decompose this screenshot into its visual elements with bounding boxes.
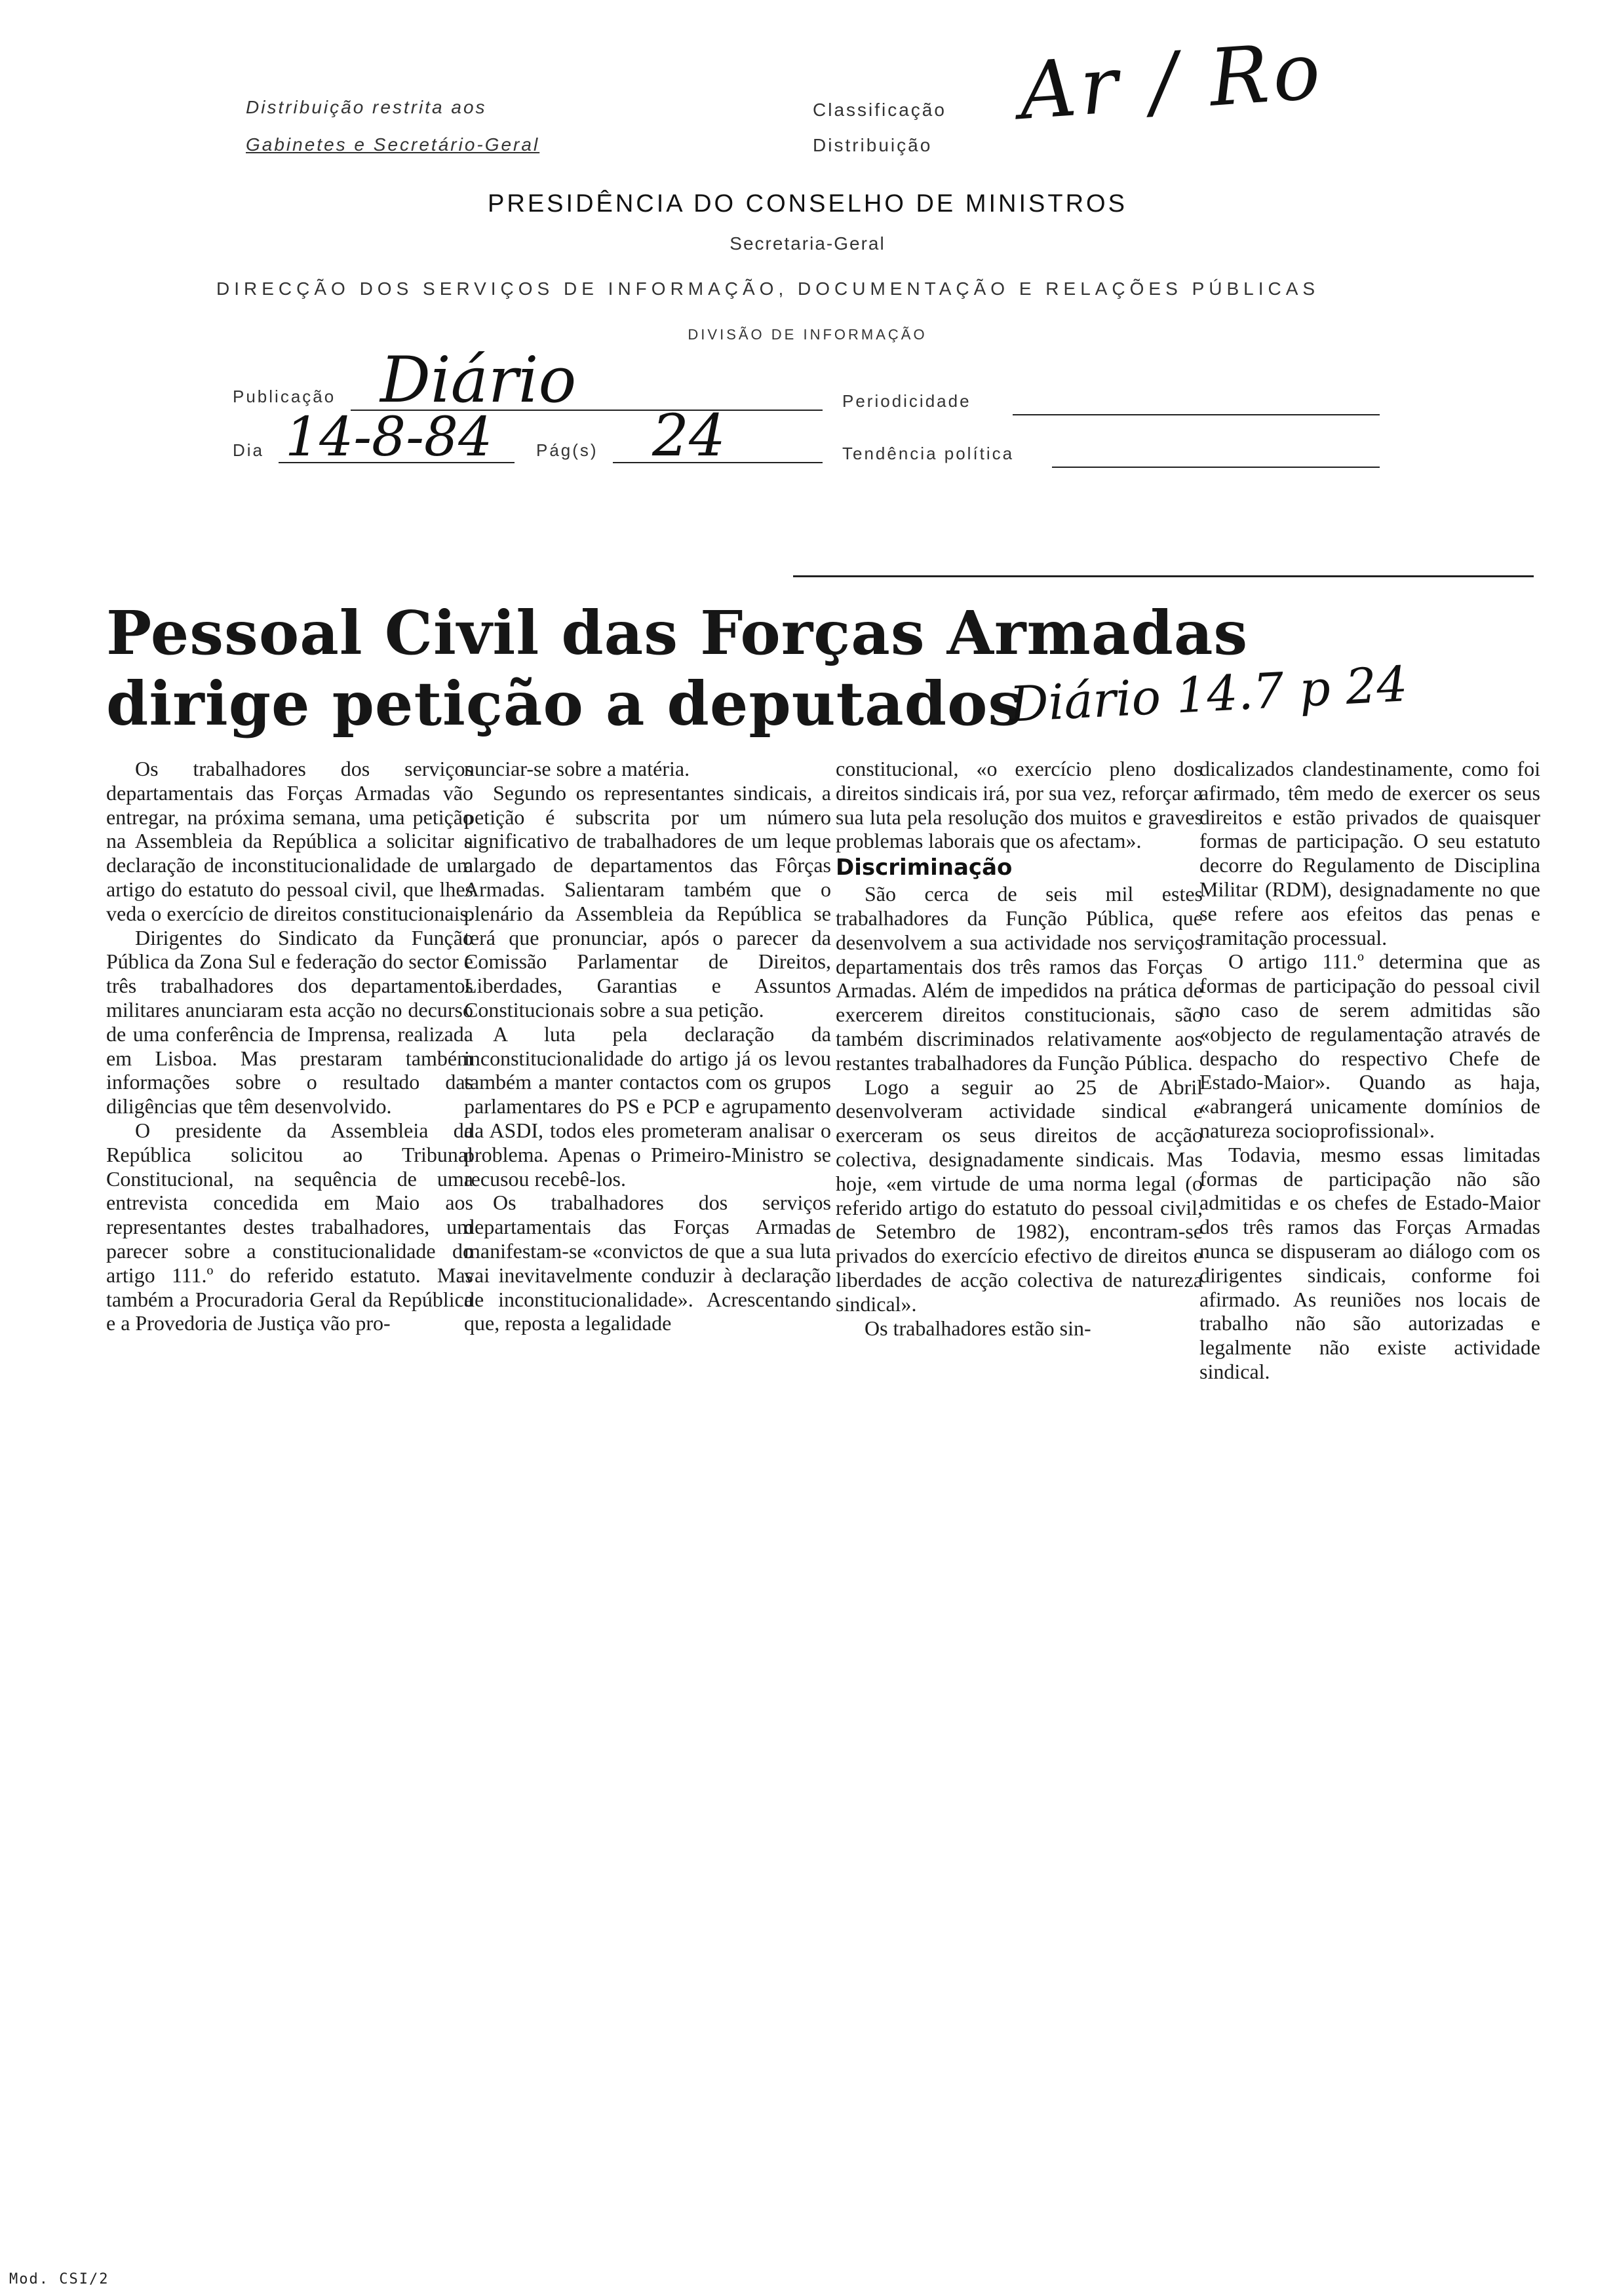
political-tendency-label: Tendência política — [842, 444, 1015, 463]
column-2-paragraph-3: A luta pela declaração da inconstitucionalidade do artigo já os levou também a manter contactos com os grupos parlamentares do PS e PCP e agrupamento da ASDI, todos eles prometeram analisar o problema. Apenas o Primeiro-Ministro se recusou recebê-los. — [464, 1022, 831, 1191]
periodicity-field-line — [1013, 414, 1380, 415]
secretariat-title: Secretaria-Geral — [730, 233, 885, 254]
pages-value: 24 — [652, 402, 726, 469]
periodicity-label: Periodicidade — [842, 391, 971, 411]
column-2-paragraph-4: Os trabalhadores dos serviços departamentais das Forças Armadas manifestam-se «convictos de que a sua luta vai inevitavelmente conduzir à declaração de inconstitucionalidade». Acrescentando que, reposta a legalidade — [464, 1191, 831, 1335]
column-3-paragraph-3: Logo a seguir ao 25 de Abril desenvolveram actividade sindical e exerceram os seus direitos de acção colectiva, designadamente sindicais. Mas hoje, «em virtude de uma norma legal (o referido artigo do estatuto do pessoal civil, de Setembro de 1982), encontram-se privados do exercício efectivo de direitos e liberdades de acção colectiva de natureza sindical». — [836, 1075, 1203, 1316]
division-title: DIVISÃO DE INFORMAÇÃO — [688, 326, 927, 343]
column-1-paragraph-1: Os trabalhadores dos serviços departamentais das Forças Armadas vão entregar, na próxima semana, uma petição na Assembleia da República a solicitar a declaração de inconstitucionalidade de um artigo do estatuto do pessoal civil, que lhes veda o exercício de direitos constitucionais. — [106, 757, 473, 925]
pages-label: Pág(s) — [536, 440, 598, 460]
column-3-paragraph-1: constitucional, «o exercício pleno dos direitos sindicais irá, por sua vez, reforçar a sua luta pela resolução dos muitos e graves problemas laborais que os afectam». — [836, 757, 1203, 853]
headline-line2: dirige petição a deputados — [106, 668, 1023, 739]
article-column-3 — [836, 757, 1203, 1340]
distribution-label: Distribuição — [813, 135, 933, 155]
column-2-paragraph-1: nunciar-se sobre a matéria. — [464, 757, 690, 780]
distribution-restriction-line1: Distribuição restrita aos — [246, 97, 487, 117]
column-4-paragraph-3: Todavia, mesmo essas limitadas formas de participação não são admitidas e os chefes de Estado-Maior dos três ramos das Forças Armadas nunca se dispuseram ao diálogo com os dirigentes sindicais, conforme foi afirmado. As reuniões nos locais de trabalho não são autorizadas e legalmente não existe actividade sindical. — [1199, 1142, 1540, 1383]
distribution-restriction-line2: Gabinetes e Secretário-Geral — [246, 134, 540, 155]
article-top-rule — [793, 575, 1534, 577]
directorate-title: DIRECÇÃO DOS SERVIÇOS DE INFORMAÇÃO, DOCUMENTAÇÃO E RELAÇÕES PÚBLICAS — [216, 278, 1320, 299]
form-model-code: Mod. CSI/2 — [9, 2271, 109, 2287]
classification-label: Classificação — [813, 100, 946, 120]
day-label: Dia — [233, 440, 265, 460]
column-1-paragraph-3: O presidente da Assembleia da República solicitou ao Tribunal Constitucional, na sequência de uma entrevista concedida em Maio aos representantes destes trabalhadores, um parecer sobre a constitucionalidade do artigo 111.º do referido estatuto. Mas também a Procuradoria Geral da República e a Provedoria de Justiça vão pro- — [106, 1118, 473, 1335]
column-2-paragraph-2: Segundo os representantes sindicais, a petição é subscrita por um número significativo de trabalhadores de um leque alargado de departamentos das Fôrças Armadas. Salientaram também que o plenário da Assembleia da República se terá que pronunciar, após o parecer da Comissão Parlamentar de Direitos, Liberdades, Garantias e Assuntos Constitucionais sobre a sua petição. — [464, 780, 831, 1022]
article-column-2 — [464, 757, 831, 1335]
handwritten-source-note: Diário 14.7 p 24 — [1008, 656, 1409, 733]
subheading-discriminacao: Discriminação — [836, 854, 1013, 881]
institution-title: PRESIDÊNCIA DO CONSELHO DE MINISTROS — [488, 190, 1127, 218]
column-3-paragraph-2: São cerca de seis mil estes trabalhadores da Função Pública, que desenvolvem a sua actividade nos serviços departamentais dos três ramos das Forças Armadas. Além de impedidos na prática de exercerem direitos constitucionais, são também discriminados relativamente aos restantes trabalhadores da Função Pública. — [836, 882, 1203, 1075]
day-value: 14-8-84 — [285, 406, 493, 469]
political-tendency-field-line — [1052, 467, 1380, 468]
headline-line1: Pessoal Civil das Forças Armadas — [106, 598, 1249, 668]
column-4-paragraph-2: O artigo 111.º determina que as formas de participação do pessoal civil no caso de serem admitidas são «objecto de regulamentação através de despacho do respectivo Chefe de Estado-Maior». Quando as haja, «abrangerá unicamente domínios de natureza socioprofissional». — [1199, 949, 1540, 1142]
publication-label: Publicação — [233, 387, 336, 406]
handwritten-classification: Ar / Ro — [1016, 25, 1327, 138]
column-3-paragraph-4: Os trabalhadores estão sin- — [865, 1316, 1091, 1340]
column-1-paragraph-2: Dirigentes do Sindicato da Função Pública da Zona Sul e federação do sector e três trabalhadores dos departamentos militares anunciaram esta acção no decurso de uma conferência de Imprensa, realizada em Lisboa. Mas prestaram também informações sobre o resultado das diligências que têm desenvolvido. — [106, 925, 473, 1119]
article-column-4 — [1199, 757, 1540, 1384]
column-4-paragraph-1: dicalizados clandestinamente, como foi afirmado, têm medo de exercer os seus direitos e estão privados de quaisquer formas de participação. O seu estatuto decorre do Regulamento de Disciplina Militar (RDM), designadamente no que se refere aos efeitos das penas e tramitação processual. — [1199, 757, 1540, 949]
publication-value: Diário — [380, 343, 577, 417]
article-column-1 — [106, 757, 473, 1335]
